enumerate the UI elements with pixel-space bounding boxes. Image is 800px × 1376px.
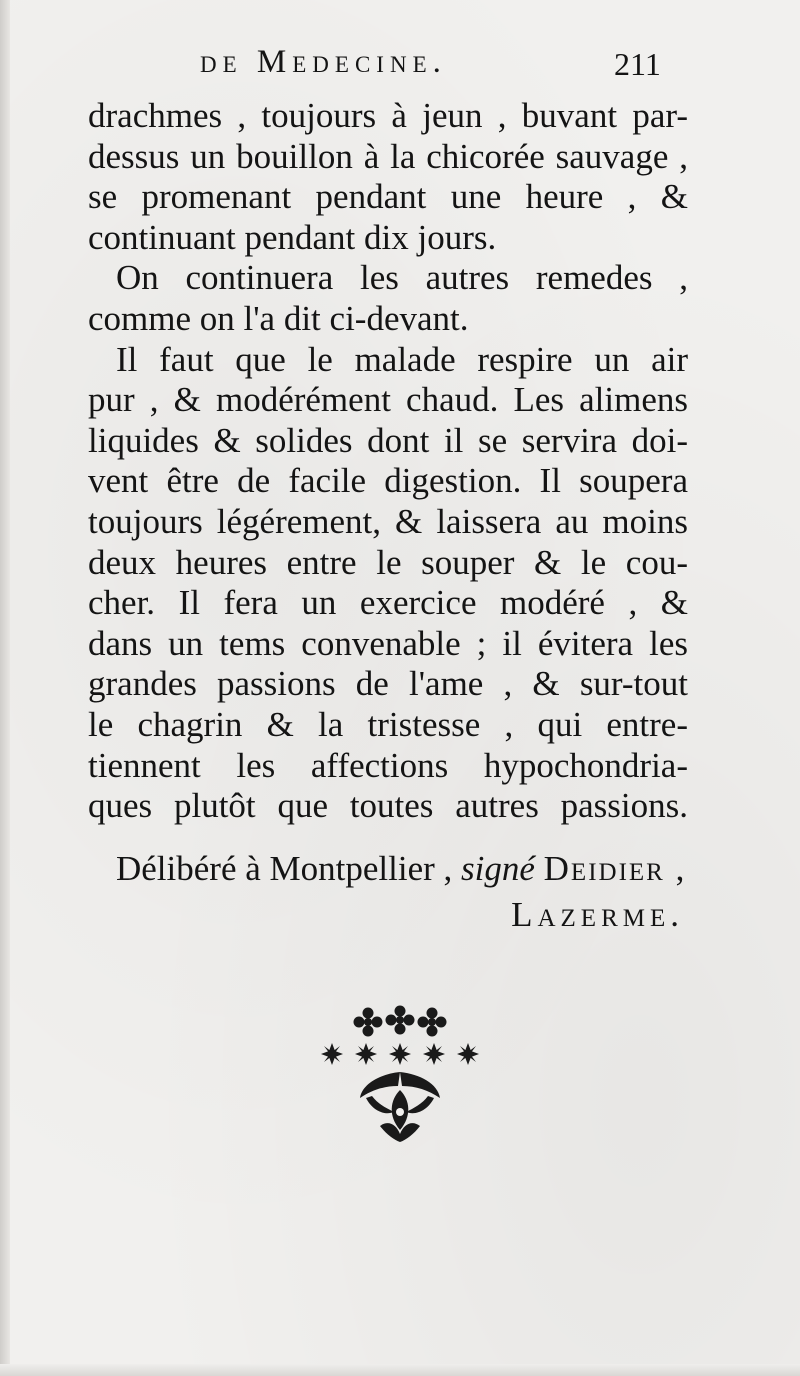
signature-place: Délibéré à Montpellier , bbox=[116, 849, 453, 888]
text-line: le chagrin & la tristesse , qui entre- bbox=[88, 704, 688, 744]
body-text bbox=[88, 96, 688, 827]
page-number: 211 bbox=[614, 46, 661, 82]
page-bottom-edge bbox=[0, 1364, 800, 1376]
text-line: grandes passions de l'ame , & sur-tout bbox=[88, 664, 688, 704]
text-line: dessus un bouillon à la chicorée sauvage , bbox=[88, 136, 688, 176]
text-line: ques plutôt que toutes autres passions. bbox=[88, 786, 688, 826]
page-gutter-shadow bbox=[0, 0, 10, 1376]
text-line: continuant pendant dix jours. bbox=[88, 217, 497, 257]
text-line: On continuera les autres remedes , bbox=[116, 258, 688, 298]
signed-word: signé bbox=[461, 849, 535, 888]
text-line: se promenant pendant une heure , & bbox=[88, 177, 688, 217]
running-title: de Medecine. bbox=[200, 44, 447, 80]
text-line: toujours légérement, & laissera au moins bbox=[88, 501, 688, 541]
text-line: drachmes , toujours à jeun , buvant par- bbox=[88, 96, 688, 135]
text-line: liquides & solides dont il se servira doi- bbox=[88, 420, 688, 460]
text-line: vent être de facile digestion. Il soupera bbox=[88, 461, 688, 501]
signature-line bbox=[88, 846, 688, 892]
text-line: cher. Il fera un exercice modéré , & bbox=[88, 583, 688, 623]
text-line: pur , & modérément chaud. Les alimens bbox=[88, 380, 688, 420]
signature-block bbox=[88, 846, 688, 938]
text-line: deux heures entre le souper & le cou- bbox=[88, 542, 688, 582]
text-line: comme on l'a dit ci-devant. bbox=[88, 298, 469, 338]
text-line: dans un tems convenable ; il évitera les bbox=[88, 623, 688, 663]
text-line: Il faut que le malade respire un air bbox=[116, 339, 688, 379]
signatory-name-2: Lazerme. bbox=[511, 895, 684, 934]
text-line: tiennent les affections hypochondria- bbox=[88, 745, 688, 785]
signatory-name-1: Deidier , bbox=[543, 849, 687, 888]
floral-vignette-icon bbox=[310, 1000, 490, 1150]
